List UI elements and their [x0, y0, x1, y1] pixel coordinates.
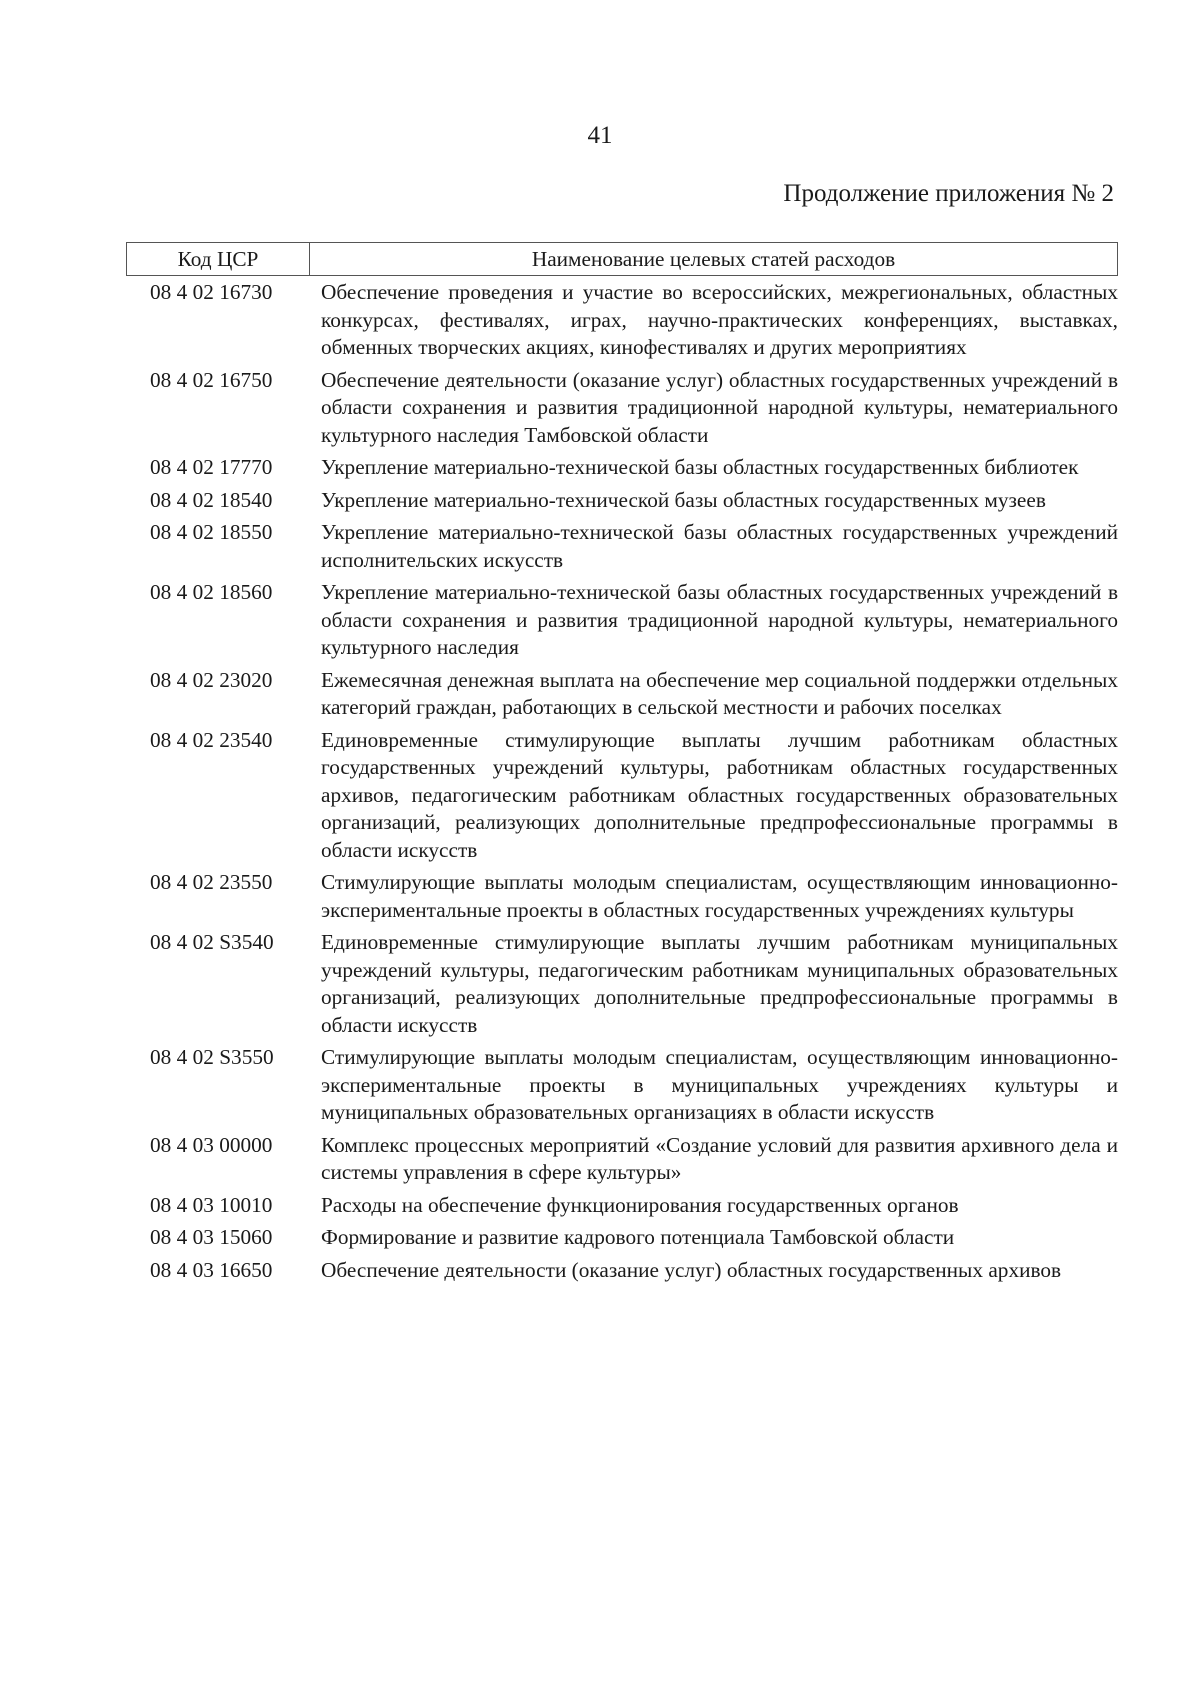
table-row	[126, 869, 1118, 924]
row-name: Комплекс процессных мероприятий «Создание условий для развития архивного дела и системы управления в сфере культуры»	[321, 1132, 1118, 1184]
table-row	[126, 487, 1118, 515]
row-code: 08 4 02 18560	[150, 580, 273, 604]
row-code: 08 4 02 S3540	[150, 930, 274, 954]
appendix-label: Продолжение приложения № 2	[783, 180, 1114, 207]
row-code: 08 4 03 16650	[150, 1257, 273, 1282]
row-name: Обеспечение проведения и участие во всероссийских, межрегиональных, областных конкурсах, фестивалях, играх, научно-практических конференциях, выставках, обменных творческих акциях, кинофестивалях и других мероприятиях	[321, 280, 1118, 359]
table-row	[126, 367, 1118, 450]
row-name: Укрепление материально-технической базы областных государственных учреждений в области сохранения и развития традиционной народной культуры, нематериального культурного наследия	[321, 580, 1118, 659]
row-name: Стимулирующие выплаты молодым специалистам, осуществляющим инновационно-экспериментальные проекты в областных государственных учреждениях культуры	[321, 870, 1118, 922]
row-code: 08 4 02 23540	[150, 727, 273, 752]
row-code: 08 4 03 10010	[150, 1192, 273, 1217]
table-row	[126, 929, 1118, 1039]
row-code: 08 4 02 23020	[150, 667, 273, 692]
table-header	[126, 242, 1118, 276]
row-name: Единовременные стимулирующие выплаты лучшим работникам муниципальных учреждений культуры, педагогическим работникам муниципальных образовательных организаций, реализующих дополнительные предпрофессиональные программы в области искусств	[321, 930, 1118, 1037]
table-row	[126, 1192, 1118, 1220]
row-name: Формирование и развитие кадрового потенциала Тамбовской области	[321, 1225, 955, 1249]
table-row	[126, 454, 1118, 482]
row-code: 08 4 02 17770	[150, 455, 273, 479]
table-row	[126, 667, 1118, 722]
row-name: Укрепление материально-технической базы областных государственных библиотек	[321, 455, 1079, 479]
header-name: Наименование целевых статей расходов	[531, 247, 896, 271]
table-body	[126, 276, 1118, 1284]
row-code: 08 4 02 16750	[150, 367, 273, 392]
table-row	[126, 1224, 1118, 1252]
row-name: Единовременные стимулирующие выплаты лучшим работникам областных государственных учреждений культуры, работникам областных государственных архивов, педагогическим работникам областных государственных образовательных организаций, реализующих дополнительные предпрофессиональные программы в области искусств	[321, 727, 1118, 862]
row-code: 08 4 02 18540	[150, 487, 273, 512]
expense-items-table	[126, 242, 1118, 1289]
row-name: Ежемесячная денежная выплата на обеспечение мер социальной поддержки отдельных категорий граждан, работающих в сельской местности и рабочих поселках	[321, 667, 1118, 719]
table-row	[126, 279, 1118, 362]
row-code: 08 4 03 15060	[150, 1225, 273, 1249]
row-name: Обеспечение деятельности (оказание услуг) областных государственных учреждений в области сохранения и развития традиционной народной культуры, нематериального культурного наследия Тамбовской области	[321, 367, 1118, 447]
table-row	[126, 1257, 1118, 1285]
row-code: 08 4 02 16730	[150, 280, 273, 304]
row-name: Укрепление материально-технической базы областных государственных учреждений исполнительских искусств	[321, 520, 1118, 572]
row-name: Стимулирующие выплаты молодым специалистам, осуществляющим инновационно-экспериментальные проекты в муниципальных учреждениях культуры и муниципальных образовательных организациях в области искусств	[321, 1045, 1118, 1124]
row-code: 08 4 03 00000	[150, 1132, 273, 1157]
row-name: Обеспечение деятельности (оказание услуг) областных государственных архивов	[321, 1257, 1062, 1282]
row-code: 08 4 02 S3550	[150, 1045, 274, 1069]
page-number: 41	[587, 122, 613, 149]
header-code: Код ЦСР	[127, 243, 310, 275]
table-row	[126, 727, 1118, 865]
table-row	[126, 1044, 1118, 1127]
table-row	[126, 519, 1118, 574]
row-name: Укрепление материально-технической базы областных государственных музеев	[321, 487, 1046, 512]
row-code: 08 4 02 23550	[150, 870, 273, 894]
row-code: 08 4 02 18550	[150, 520, 273, 544]
table-row	[126, 1132, 1118, 1187]
row-name: Расходы на обеспечение функционирования государственных органов	[321, 1192, 959, 1217]
table-row	[126, 579, 1118, 662]
